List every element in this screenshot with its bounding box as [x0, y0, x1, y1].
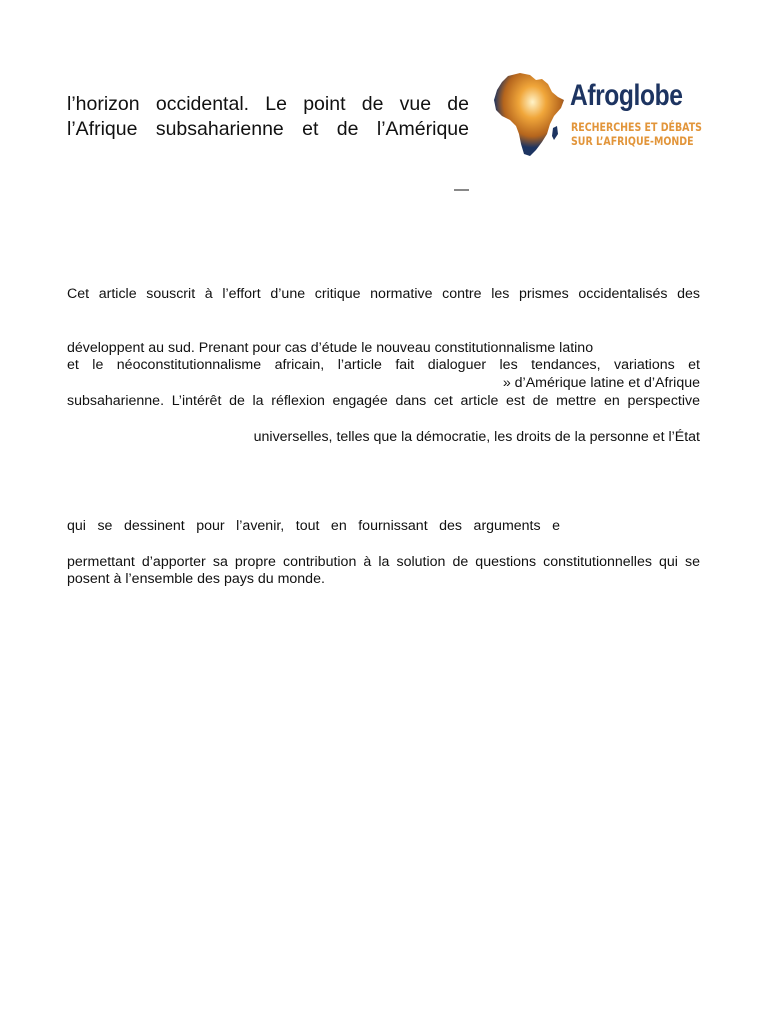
body-line: qui se dessinent pour l’avenir, tout en fournissant des arguments e — [67, 518, 560, 534]
title-line: l’horizon occidental. Le point de vue de — [67, 93, 469, 115]
body-line: » d’Amérique latine et d’Afrique — [502, 375, 700, 391]
title-line: l’Afrique subsaharienne et de l’Amérique — [67, 118, 469, 140]
afroglobe-logo — [490, 70, 700, 162]
body-line: universelles, telles que la démocratie, les droits de la personne et l’État — [253, 429, 700, 445]
body-line: permettant d’apporter sa propre contribution à la solution de questions constitutionnelles qui se — [67, 554, 700, 570]
body-line: Cet article souscrit à l’effort d’une critique normative contre les prismes occidentalisés des — [67, 286, 700, 302]
article-title — [67, 92, 469, 142]
logo-tagline: SUR L’AFRIQUE-MONDE — [571, 134, 694, 148]
body-line: posent à l’ensemble des pays du monde. — [67, 571, 325, 587]
body-line: et le néoconstitutionnalisme africain, l’article fait dialoguer les tendances, variations et — [67, 357, 700, 373]
body-line: subsaharienne. L’intérêt de la réflexion engagée dans cet article est de mettre en perspective — [67, 393, 700, 409]
logo-tagline: RECHERCHES ET DÉBATS — [571, 120, 702, 134]
africa-map-icon — [490, 70, 568, 162]
separator-dash: — — [454, 181, 469, 198]
body-line: développent au sud. Prenant pour cas d’étude le nouveau constitutionnalisme latino — [67, 340, 594, 356]
logo-wordmark: Afroglobe — [570, 79, 683, 112]
